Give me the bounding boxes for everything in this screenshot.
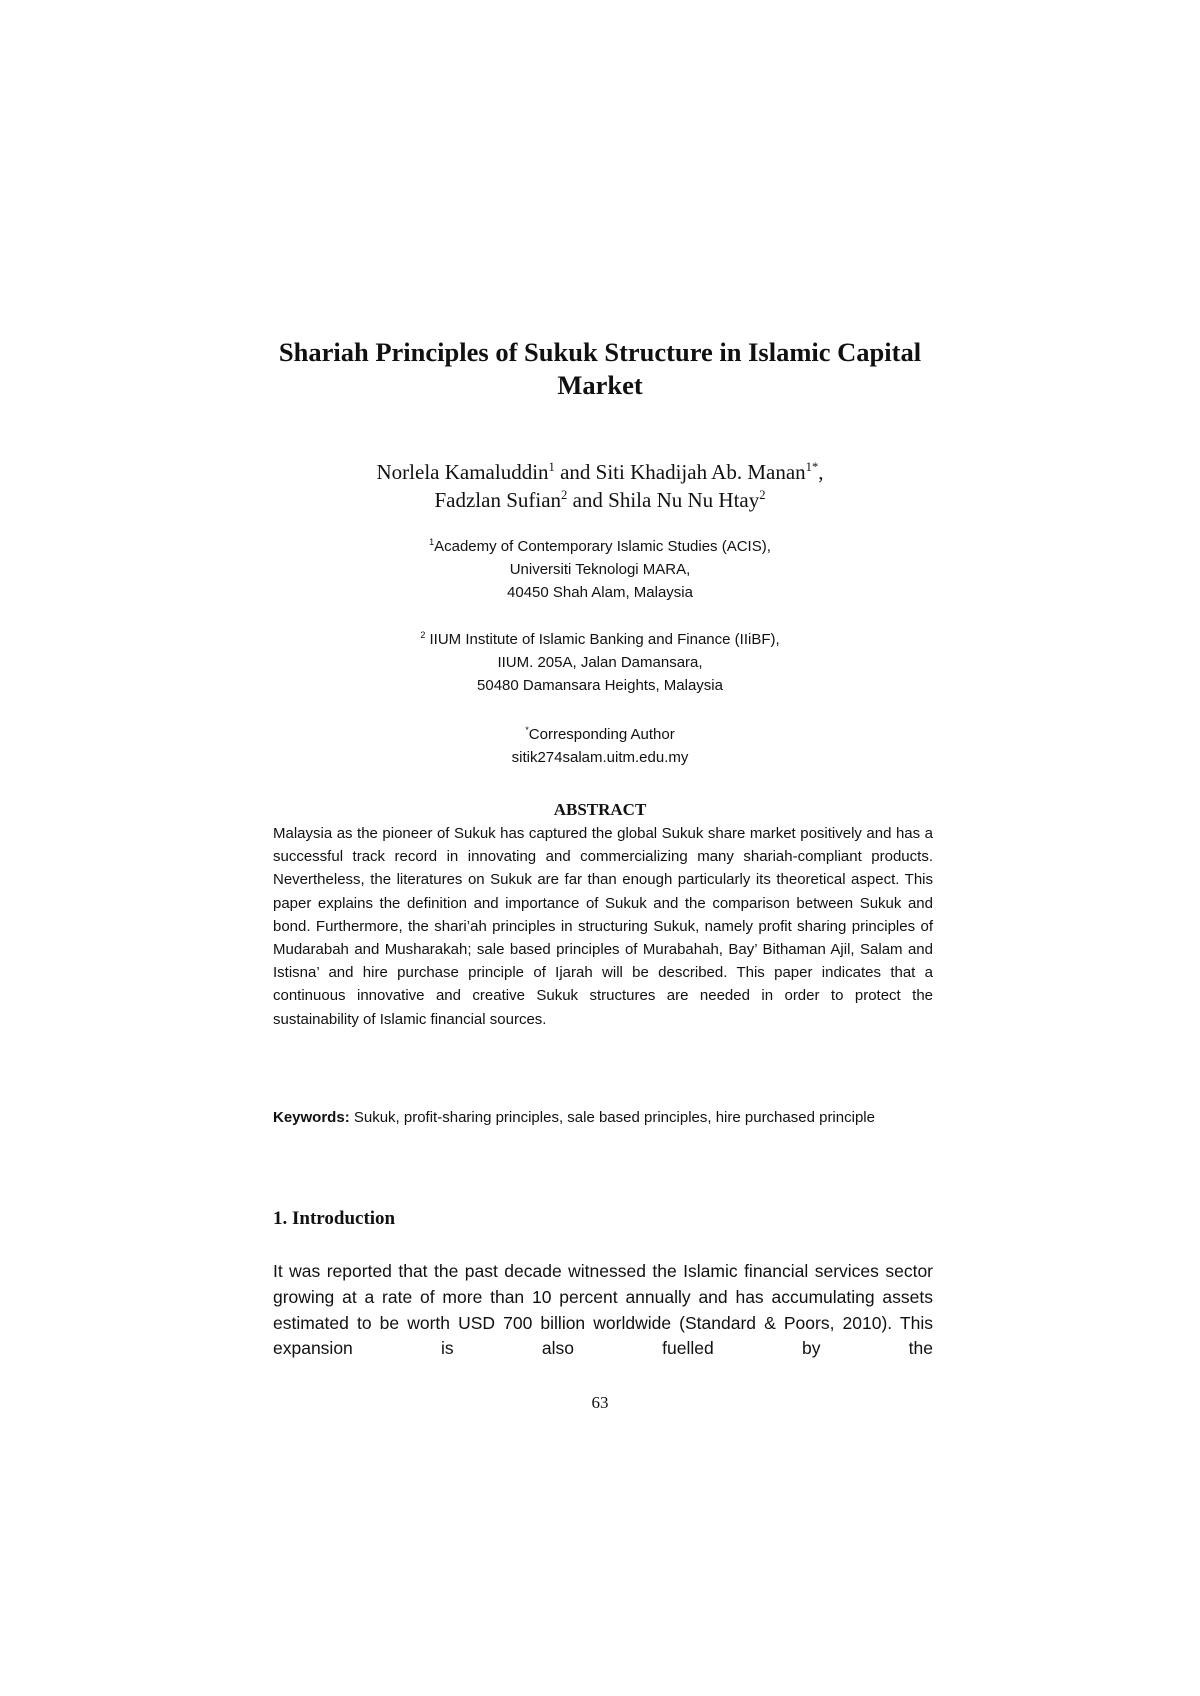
section-heading-introduction: 1. Introduction bbox=[273, 1208, 396, 1229]
author-affiliation-marker: 1* bbox=[805, 460, 819, 474]
keywords-label: Keywords: bbox=[273, 1109, 350, 1126]
author-line-2 bbox=[250, 486, 950, 514]
author-connector: and bbox=[567, 488, 609, 512]
author-separator: , bbox=[818, 460, 824, 484]
author-connector: and bbox=[554, 460, 596, 484]
author-line-1 bbox=[250, 458, 950, 486]
author-list bbox=[250, 458, 950, 514]
affiliation-marker: 2 bbox=[420, 630, 426, 640]
affiliation-1 bbox=[250, 535, 950, 604]
affiliation-line: 40450 Shah Alam, Malaysia bbox=[507, 584, 693, 601]
affiliation-text: Academy of Contemporary Islamic Studies (ACIS), bbox=[434, 538, 771, 555]
author-affiliation-marker: 2 bbox=[561, 488, 568, 502]
author-name: Fadzlan Sufian bbox=[434, 488, 562, 512]
author-affiliation-marker: 1 bbox=[548, 460, 555, 474]
corresponding-label-line bbox=[250, 723, 950, 746]
author-affiliation-marker: 2 bbox=[759, 488, 766, 502]
affiliation-line bbox=[250, 535, 950, 558]
author-name: Shila Nu Nu Htay bbox=[608, 488, 760, 512]
affiliation-marker: 1 bbox=[429, 537, 435, 547]
introduction-text: It was reported that the past decade witnessed the Islamic financial services sector growing at a rate of more than 10 percent annually and has accumulating assets estimated to be worth USD 700 billion worldwide (Standard & Poors, 2010). This expansion is also fuelled by the bbox=[273, 1261, 933, 1359]
corresponding-email: sitik274salam.uitm.edu.my bbox=[511, 749, 689, 766]
corresponding-author bbox=[250, 723, 950, 769]
abstract-heading: ABSTRACT bbox=[553, 800, 647, 819]
affiliation-line: Universiti Teknologi MARA, bbox=[509, 561, 691, 578]
affiliation-2 bbox=[250, 628, 950, 697]
corresponding-marker: * bbox=[525, 725, 529, 735]
affiliation-text: IIUM Institute of Islamic Banking and Finance (IIiBF), bbox=[429, 631, 780, 648]
affiliation-line: 50480 Damansara Heights, Malaysia bbox=[477, 677, 723, 694]
author-name: Norlela Kamaluddin bbox=[376, 460, 549, 484]
author-name: Siti Khadijah Ab. Manan bbox=[595, 460, 806, 484]
abstract-text: Malaysia as the pioneer of Sukuk has captured the global Sukuk share market positively and has a successful track record in innovating and commercializing many shariah-compliant products. Nevertheless, the literatures on Sukuk are far than enough particularly its theoretical aspect. This paper explains the definition and importance of Sukuk and the comparison between Sukuk and bond. Furthermore, the shari’ah principles in structuring Sukuk, namely profit sharing principles of Mudarabah and Musharakah; sale based principles of Murabahah, Bay’ Bithaman Ajil, Salam and Istisna’ and hire purchase principle of Ijarah will be described. This paper indicates that a continuous innovative and creative Sukuk structures are needed in order to protect the sustainability of Islamic financial sources. bbox=[273, 825, 933, 1028]
page-number: 63 bbox=[591, 1393, 609, 1412]
paper-title: Shariah Principles of Sukuk Structure in Islamic Capital Market bbox=[278, 337, 922, 400]
affiliation-line: IIUM. 205A, Jalan Damansara, bbox=[497, 654, 703, 671]
affiliation-line bbox=[250, 628, 950, 651]
keywords-text: Sukuk, profit-sharing principles, sale based principles, hire purchased principle bbox=[349, 1109, 875, 1126]
keywords bbox=[273, 1106, 933, 1129]
corresponding-label: Corresponding Author bbox=[528, 726, 675, 743]
